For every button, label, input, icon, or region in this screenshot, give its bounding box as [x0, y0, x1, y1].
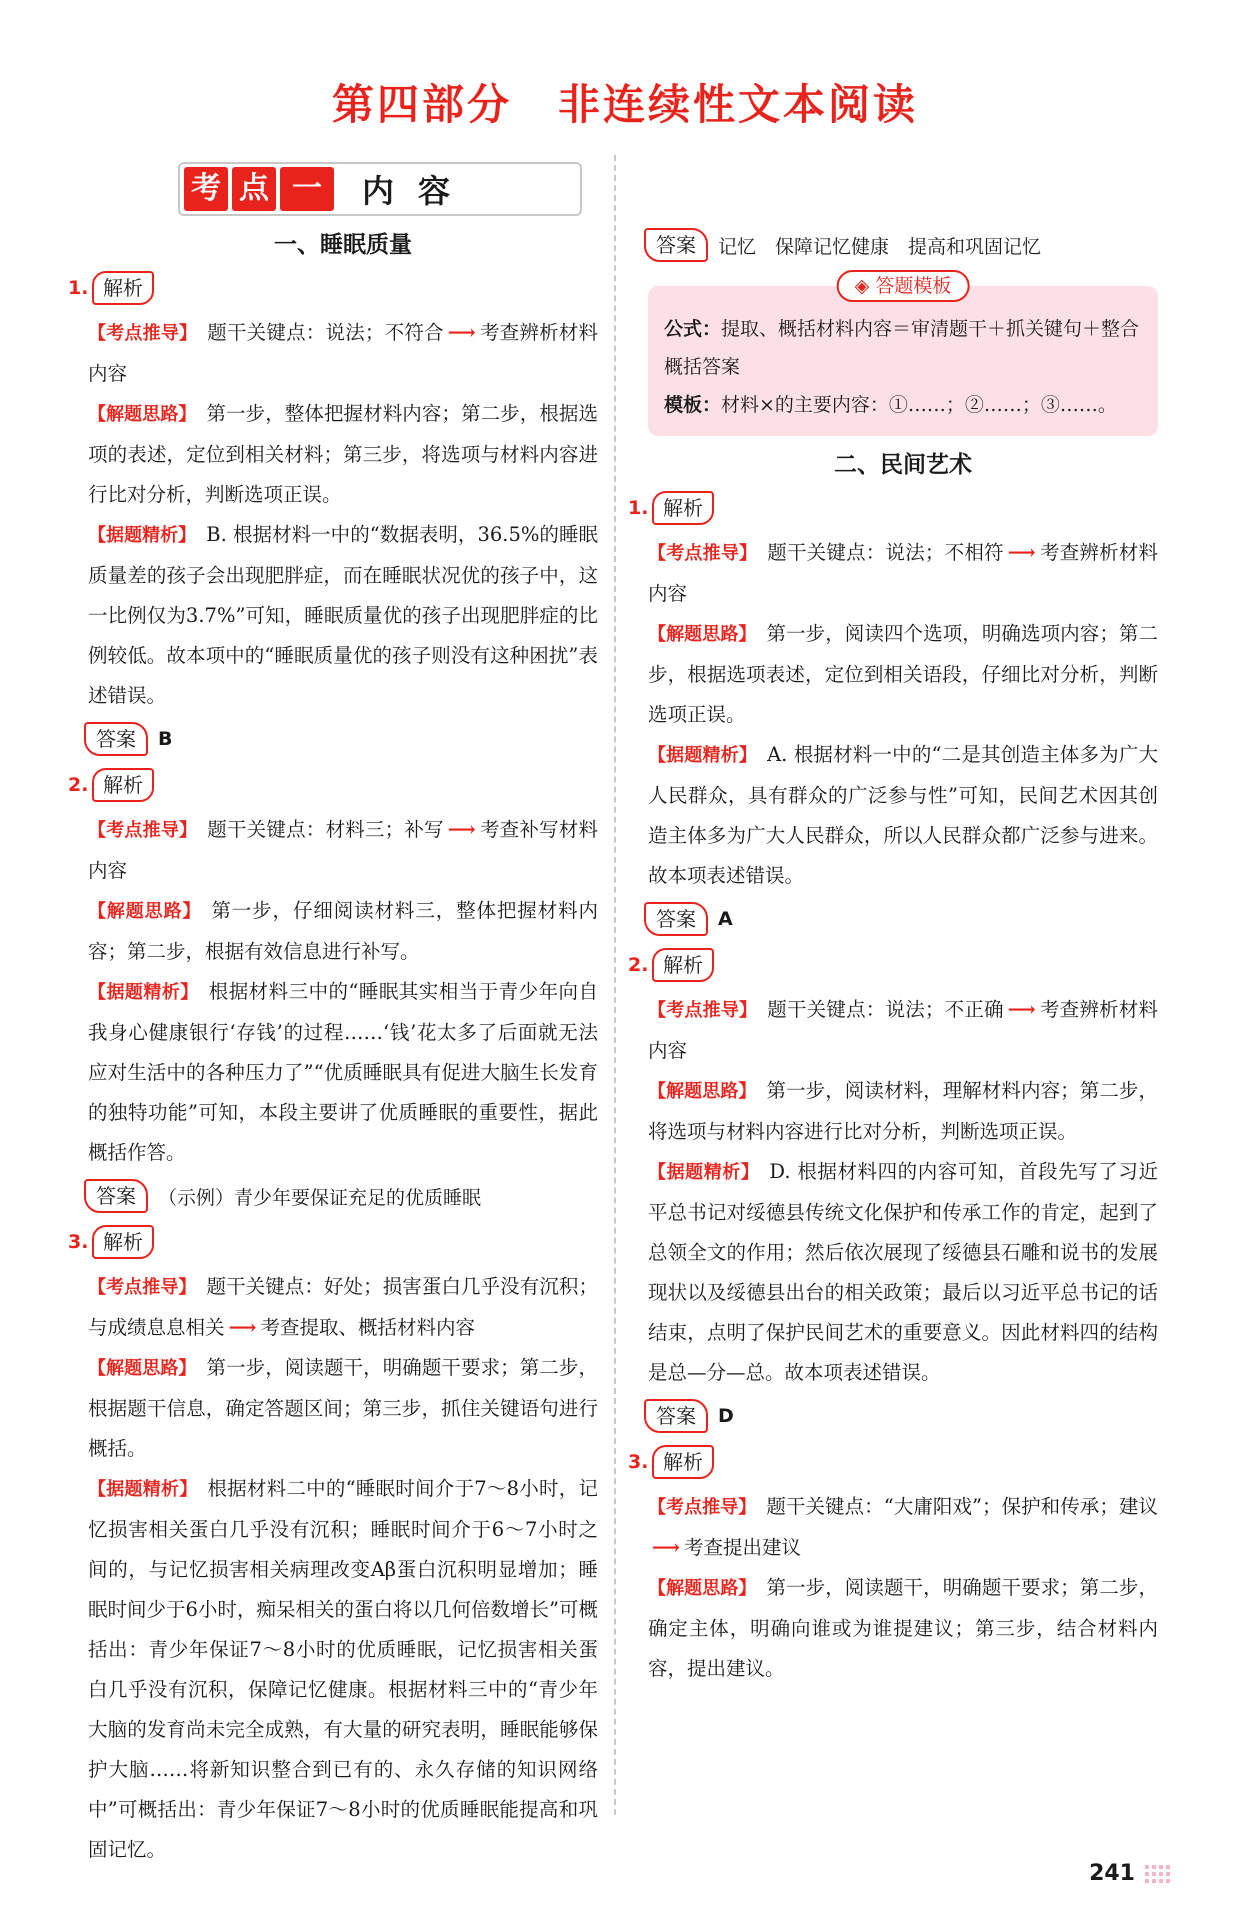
answer-badge: 答案	[644, 1399, 708, 1433]
answer-text: 记忆 保障记忆健康 提高和巩固记忆	[718, 235, 1042, 258]
answer-badge: 答案	[84, 722, 148, 756]
page-title	[0, 72, 1250, 132]
question-number: 3.	[68, 1231, 89, 1253]
column-divider	[614, 155, 616, 1815]
silu-paragraph: 【解题思路】 第一步，仔细阅读材料三，整体把握材料内容；第二步，根据有效信息进行补写。	[88, 899, 598, 963]
part-label: 第四部分	[331, 80, 512, 129]
silu-paragraph: 【解题思路】 第一步，整体把握材料内容；第二步，根据选项的表述，定位到相关材料；第三步，将选项与材料内容进行比对分析，判断选项正误。	[88, 402, 598, 506]
answer-row	[84, 722, 598, 756]
silu-paragraph: 【解题思路】 第一步，阅读题干，明确题干要求；第二步，根据题干信息，确定答题区间；第三步，抓住关键语句进行概括。	[88, 1356, 598, 1460]
answer-template-box	[648, 275, 1158, 436]
question-header	[68, 1225, 598, 1259]
answer-row	[84, 1179, 598, 1213]
question-header	[68, 271, 598, 305]
answer-text: A	[718, 908, 733, 930]
jingxi-paragraph: 【据题精析】 根据材料二中的“睡眠时间介于7～8小时，记忆损害相关蛋白几乎没有沉积；睡眠时间介于6～7小时之间的，与记忆损害相关病理改变Aβ蛋白沉积明显增加；睡眠时间少于6小时，痴呆相关的蛋白将以几何倍数增长”可概括出：青少年保证7～8小时的优质睡眠，记忆损害相关蛋白几乎没有沉积，保障记忆健康。根据材料三中的“青少年大脑的发育尚未完全成熟，有大量的研究表明，睡眠能够保护大脑……将新知识整合到已有的、永久存储的知识网络中”可概括出：青少年保证7～8小时的优质睡眠能提高和巩固记忆。	[88, 1477, 598, 1861]
section-title-sleep: 一、睡眠质量	[274, 232, 412, 258]
tuidao-paragraph: 【考点推导】 题干关键点：材料三；补写 ⟶ 考查补写材料内容	[88, 818, 598, 882]
jingxi-paragraph: 【据题精析】 根据材料三中的“睡眠其实相当于青少年向自我身心健康银行‘存钱’的过程……‘钱’花太多了后面就无法应对生活中的各种压力了”“优质睡眠具有促进大脑生长发育的独特功能”可知，本段主要讲了优质睡眠的重要性，据此概括作答。	[88, 980, 598, 1164]
jingxi-paragraph: 【据题精析】 B. 根据材料一中的“数据表明，36.5%的睡眠质量差的孩子会出现肥胖症，而在睡眠状况优的孩子中，这一比例仅为3.7%”可知，睡眠质量优的孩子出现肥胖症的比例较低。故本项中的“睡眠质量优的孩子则没有这种困扰”表述错误。	[88, 523, 599, 707]
jiexi-badge: 解析	[652, 1445, 714, 1479]
question-number: 1.	[68, 277, 89, 299]
question-number: 2.	[628, 954, 649, 976]
decorative-dots-icon	[1145, 1865, 1170, 1883]
tuidao-paragraph: 【考点推导】 题干关键点：好处；损害蛋白几乎没有沉积；与成绩息息相关 ⟶ 考查提取、概括材料内容	[88, 1275, 598, 1339]
arrow-icon: ⟶	[447, 818, 476, 841]
page-number: 241	[1089, 1861, 1170, 1886]
answer-text: （示例）青少年要保证充足的优质睡眠	[158, 1186, 482, 1209]
part-name: 非连续性文本阅读	[558, 80, 919, 129]
jingxi-paragraph: 【据题精析】 A. 根据材料一中的“二是其创造主体多为广大人民群众，具有群众的广泛参与性”可知，民间艺术因其创造主体多为广大人民群众，所以人民群众都广泛参与进来。故本项表述错误。	[648, 743, 1158, 887]
section-title-folk-art: 二、民间艺术	[834, 452, 972, 478]
answer-text: B	[158, 728, 173, 750]
kaodian-topic: 内容	[362, 172, 475, 210]
jiexi-badge: 解析	[92, 768, 154, 802]
tuidao-paragraph: 【考点推导】 题干关键点：说法；不正确 ⟶ 考查辨析材料内容	[648, 998, 1158, 1062]
jiexi-badge: 解析	[92, 1225, 154, 1259]
tuidao-paragraph: 【考点推导】 题干关键点：“大庸阳戏”；保护和传承；建议⟶ 考查提出建议	[648, 1495, 1158, 1559]
continuation-spacer	[648, 130, 1158, 222]
silu-paragraph: 【解题思路】 第一步，阅读题干，明确题干要求；第二步，确定主体，明确向谁或为谁提建议；第三步，结合材料内容，提出建议。	[648, 1576, 1158, 1680]
question-number: 1.	[628, 497, 649, 519]
jingxi-paragraph: 【据题精析】 D. 根据材料四的内容可知，首段先写了习近平总书记对绥德县传统文化保护和传承工作的肯定，起到了总领全文的作用；然后依次展现了绥德县石雕和说书的发展现状以及绥德县出台的相关政策；最后以习近平总书记的话结束，点明了保护民间艺术的重要意义。因此材料四的结构是总—分—总。故本项表述错误。	[648, 1160, 1159, 1384]
arrow-icon: ⟶	[1007, 998, 1036, 1021]
kaodian-number: 一	[280, 167, 334, 211]
template-formula: 公式：提取、概括材料内容＝审清题干＋抓关键句＋整合概括答案	[664, 318, 1140, 378]
answer-badge: 答案	[644, 902, 708, 936]
template-label: ◈ 答题模板	[837, 270, 970, 302]
answer-row	[644, 902, 1158, 936]
answer-row	[644, 228, 1158, 262]
arrow-icon: ⟶	[652, 1536, 680, 1559]
kaodian-label-2: 点	[232, 167, 276, 211]
question-number: 3.	[628, 1451, 649, 1473]
right-column	[628, 130, 1159, 1689]
answer-badge: 答案	[644, 228, 708, 262]
template-model: 模板：材料×的主要内容：①……；②……；③……。	[664, 394, 1117, 416]
kaodian-label: 考	[184, 167, 228, 211]
question-number: 2.	[68, 774, 89, 796]
answer-badge: 答案	[84, 1179, 148, 1213]
tuidao-paragraph: 【考点推导】 题干关键点：说法；不相符 ⟶ 考查辨析材料内容	[648, 541, 1158, 605]
left-column	[68, 150, 599, 1870]
jiexi-badge: 解析	[92, 271, 154, 305]
question-header	[628, 948, 1158, 982]
silu-paragraph: 【解题思路】 第一步，阅读四个选项，明确选项内容；第二步，根据选项表述，定位到相关语段，仔细比对分析，判断选项正误。	[648, 622, 1158, 726]
question-header	[68, 768, 598, 802]
answer-text: D	[718, 1405, 734, 1427]
arrow-icon: ⟶	[447, 321, 476, 344]
arrow-icon: ⟶	[1007, 541, 1036, 564]
silu-paragraph: 【解题思路】 第一步，阅读材料，理解材料内容；第二步，将选项与材料内容进行比对分析，判断选项正误。	[648, 1079, 1158, 1143]
answer-row	[644, 1399, 1158, 1433]
question-header	[628, 491, 1158, 525]
question-header	[628, 1445, 1158, 1479]
layers-icon: ◈	[854, 275, 876, 297]
jiexi-badge: 解析	[652, 948, 714, 982]
jiexi-badge: 解析	[652, 491, 714, 525]
arrow-icon: ⟶	[228, 1316, 257, 1339]
kaodian-heading	[178, 162, 582, 216]
tuidao-paragraph: 【考点推导】 题干关键点：说法；不符合 ⟶ 考查辨析材料内容	[88, 321, 598, 385]
